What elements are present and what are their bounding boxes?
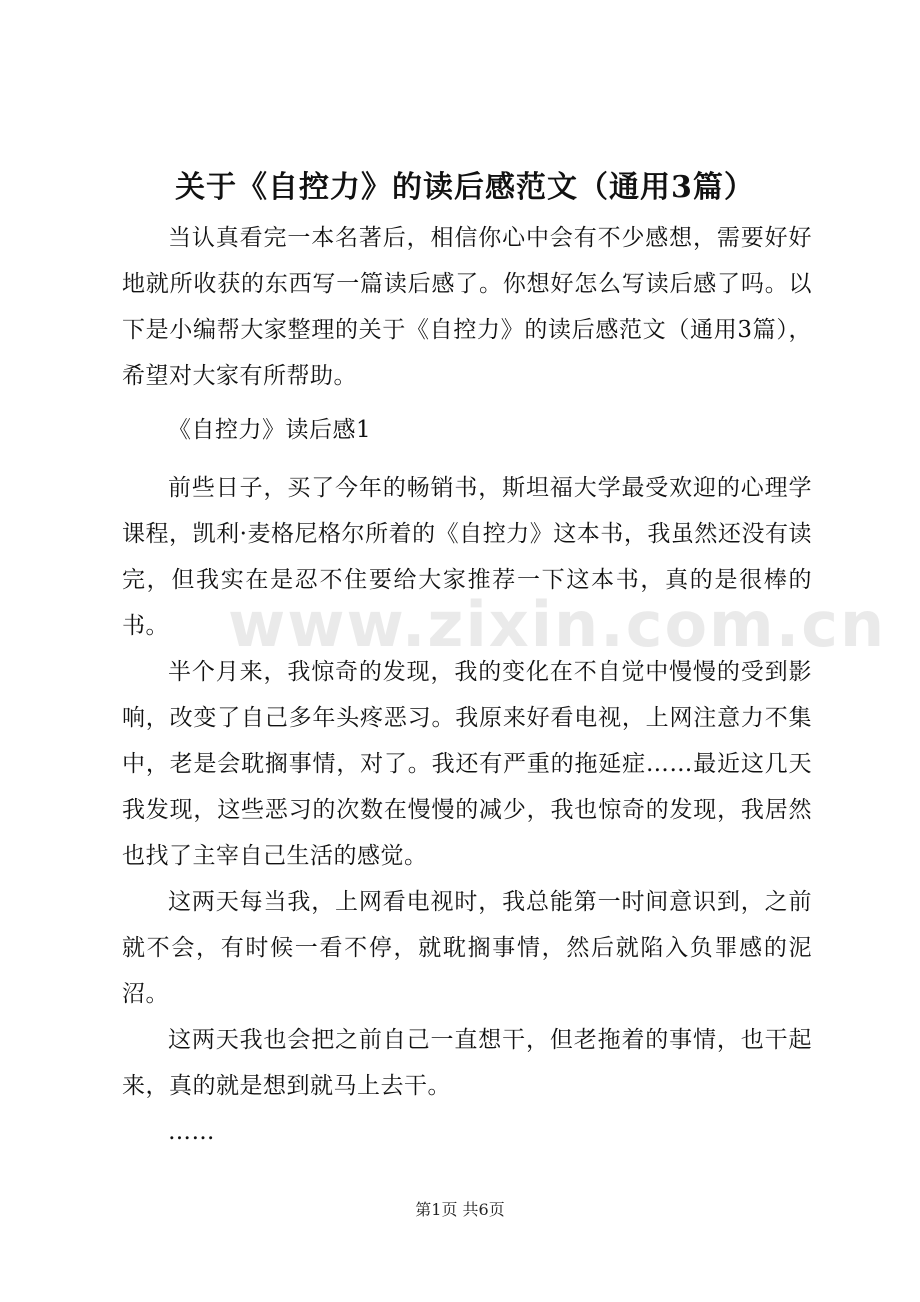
body-paragraph: 半个月来，我惊奇的发现，我的变化在不自觉中慢慢的受到影响，改变了自己多年头疼恶习。我原来好看电视，上网注意力不集中，老是会耽搁事情，对了。我还有严重的拖延症……最近这几天我发现，这些恶习的次数在慢慢的减少，我也惊奇的发现，我居然也找了主宰自己生活的感觉。	[122, 659, 812, 869]
body-paragraph: 前些日子，买了今年的畅销书，斯坦福大学最受欢迎的心理学课程，凯利·麦格尼格尔所着的《自控力》这本书，我虽然还没有读完，但我实在是忍不住要给大家推荐一下这本书，真的是很棒的书。	[122, 475, 812, 639]
body-paragraph: 这两天每当我，上网看电视时，我总能第一时间意识到，之前就不会，有时候一看不停，就耽搁事情，然后就陷入负罪感的泥沼。	[122, 889, 812, 1007]
document-title: 关于《自控力》的读后感范文（通用3篇）	[175, 170, 755, 205]
section-heading: 《自控力》读后感1	[168, 417, 372, 443]
body-paragraph: 这两天我也会把之前自己一直想干，但老拖着的事情，也干起来，真的就是想到就马上去干。	[122, 1027, 812, 1099]
intro-paragraph: 当认真看完一本名著后，相信你心中会有不少感想，需要好好地就所收获的东西写一篇读后感了。你想好怎么写读后感了吗。以下是小编帮大家整理的关于《自控力》的读后感范文（通用3篇），希望对大家有所帮助。	[122, 225, 812, 389]
page-footer: 第1页 共6页	[415, 1200, 505, 1219]
watermark: www.zixin.com.cn	[228, 588, 887, 661]
ellipsis-paragraph: ……	[168, 1119, 215, 1145]
document-body	[122, 215, 887, 1155]
